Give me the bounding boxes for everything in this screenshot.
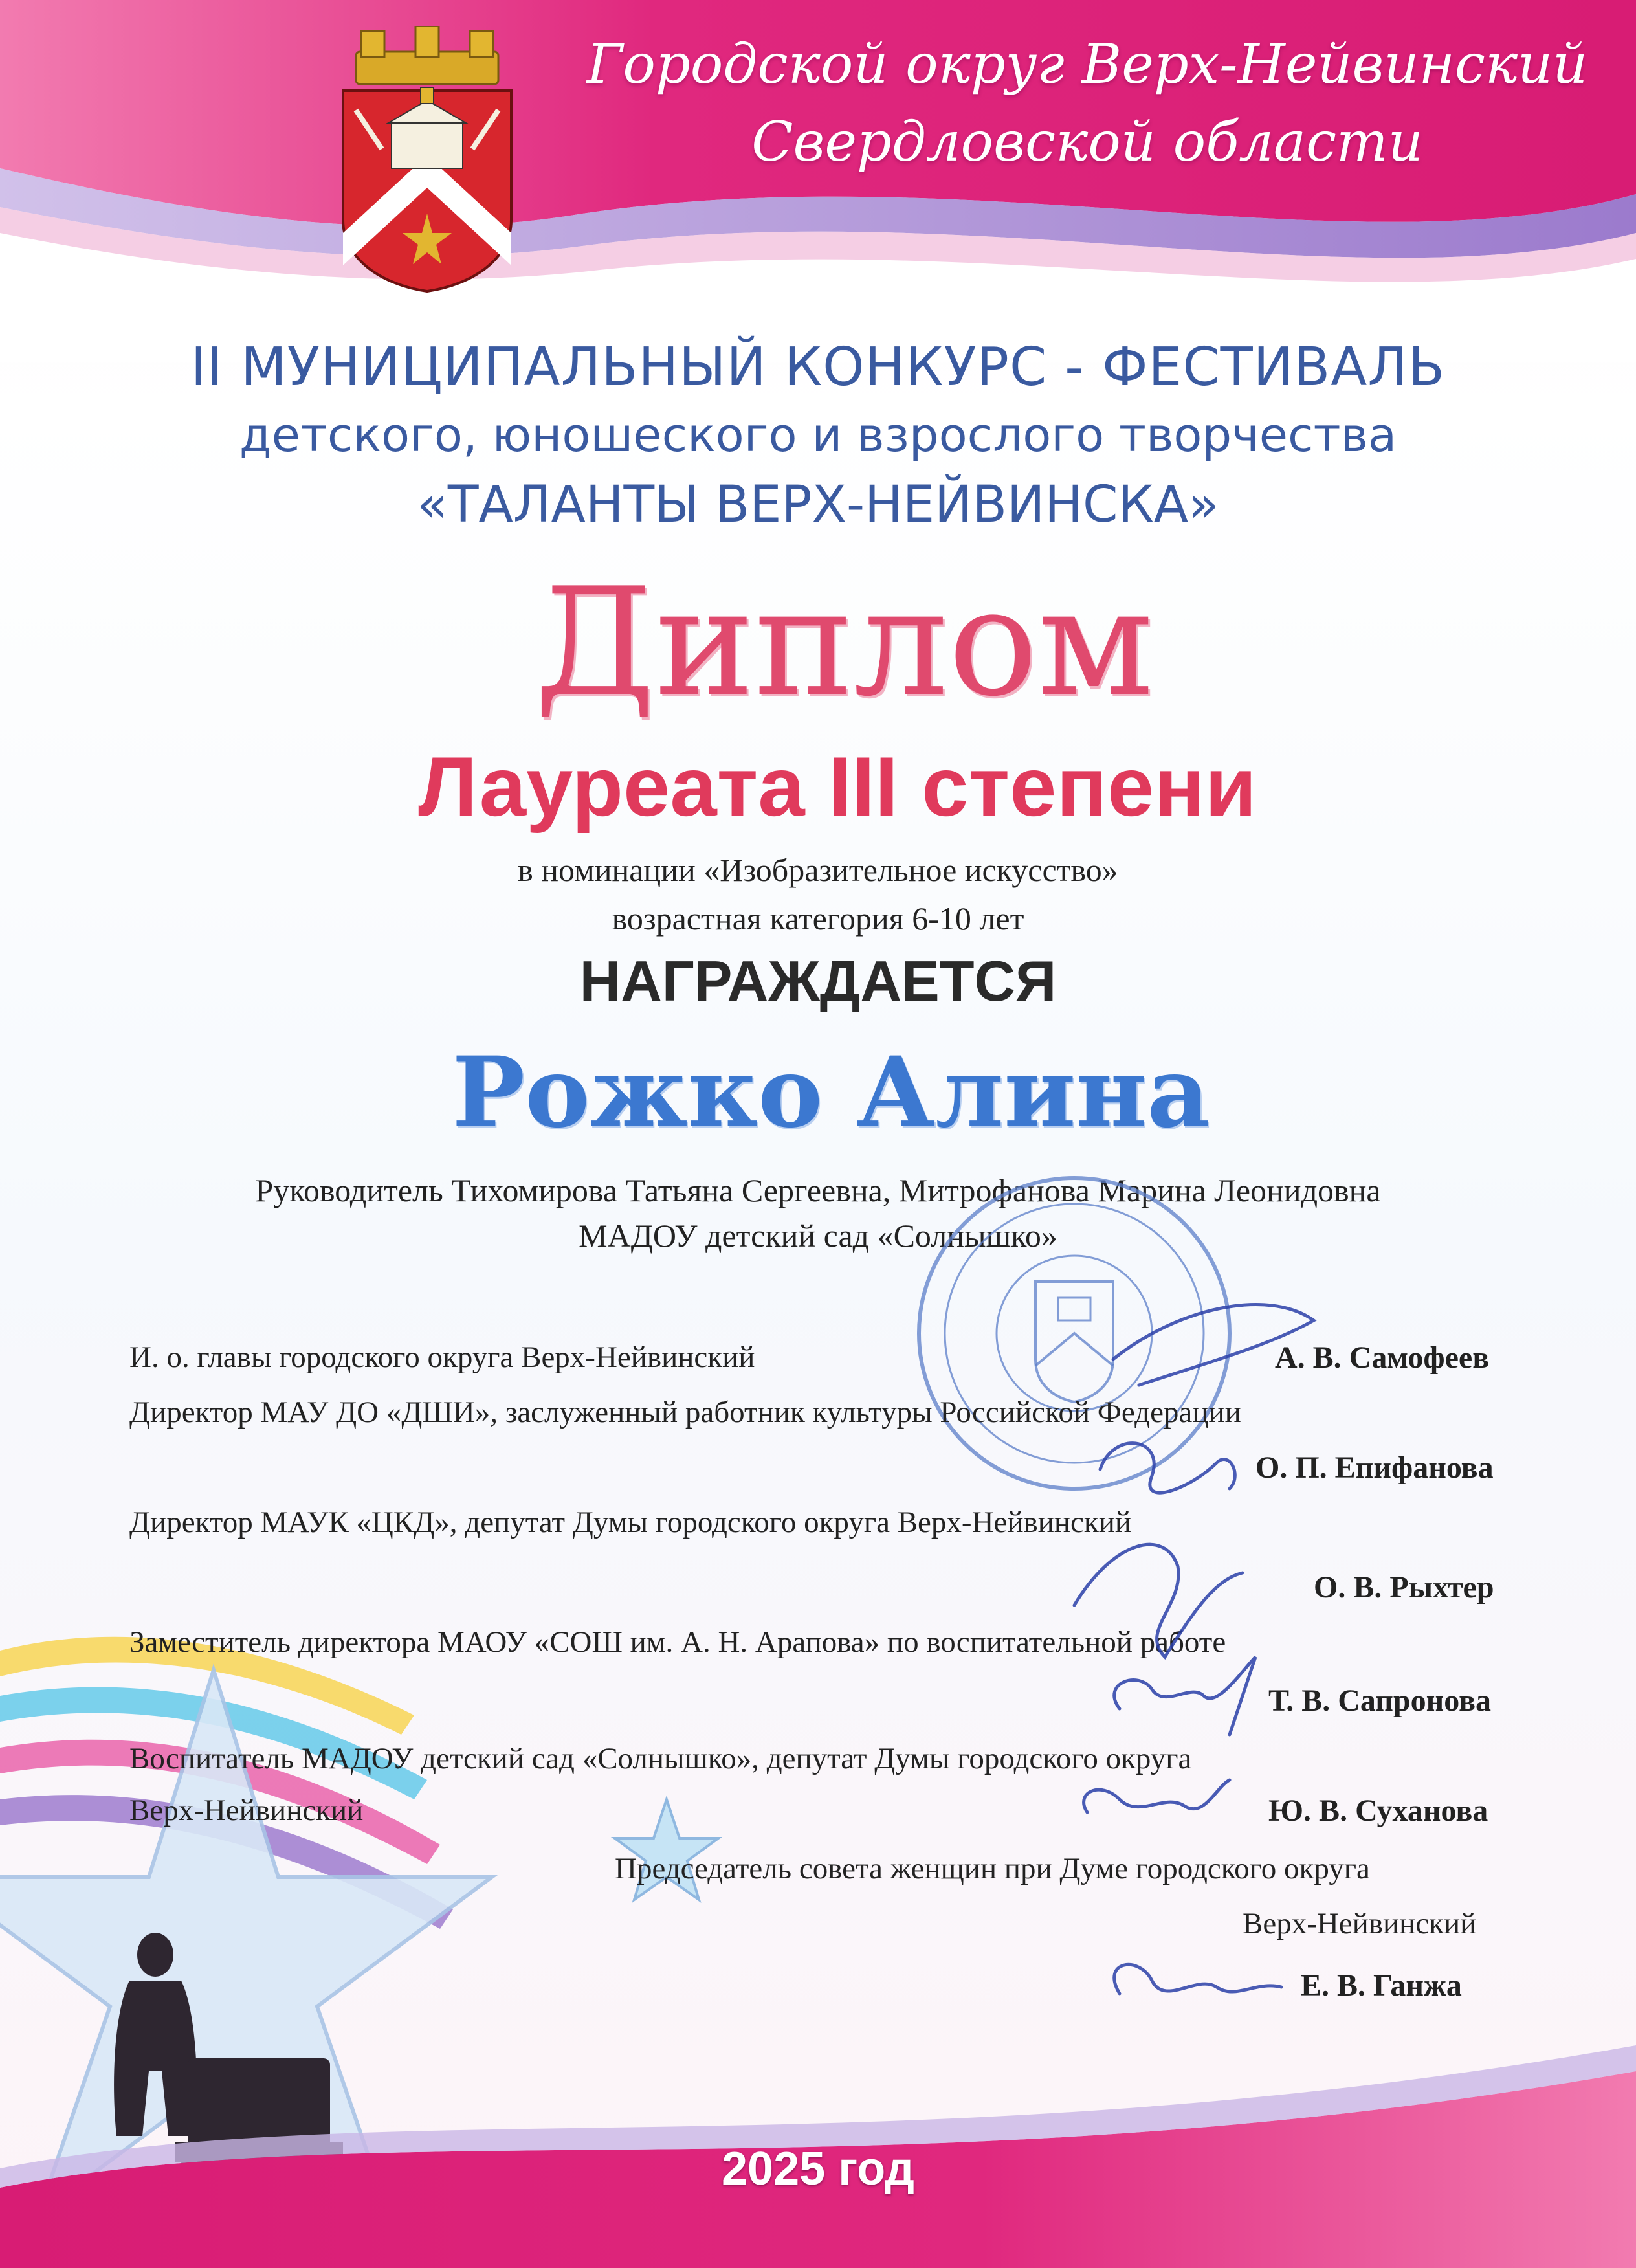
signatory-name-3: О. В. Рыхтер — [1314, 1570, 1494, 1605]
region-title-line1: Городской округ Верх-Нейвинский — [586, 32, 1588, 96]
nomination: в номинации «Изобразительное искусство» — [518, 852, 1118, 888]
signatory-position-3: Директор МАУК «ЦКД», депутат Думы городского округа Верх-Нейвинский — [129, 1506, 1132, 1539]
signatory-position-2: Директор МАУ ДО «ДШИ», заслуженный работник культуры Российской Федерации — [129, 1395, 1241, 1429]
contest-subtitle: детского, юношеского и взрослого творчества — [239, 408, 1397, 462]
signatory-name-5: Ю. В. Суханова — [1268, 1794, 1488, 1828]
signatory-position-1: И. о. главы городского округа Верх-Нейвинский — [129, 1340, 755, 1374]
institution: МАДОУ детский сад «Солнышко» — [579, 1217, 1057, 1254]
coat-of-arms-icon — [330, 26, 524, 298]
age-category: возрастная категория 6-10 лет — [612, 900, 1024, 937]
festival-name: «ТАЛАНТЫ ВЕРХ-НЕЙВИНСКА» — [417, 476, 1219, 534]
signatory-name-4: Т. В. Сапронова — [1268, 1684, 1491, 1718]
leaders: Руководитель Тихомирова Татьяна Сергеевна, Митрофанова Марина Леонидовна — [255, 1172, 1381, 1208]
diploma-title: Диплом — [534, 557, 1154, 729]
signatory-position-5-line1: Воспитатель МАДОУ детский сад «Солнышко», депутат Думы городского округа — [129, 1742, 1192, 1775]
year-label: 2025 год — [722, 2143, 914, 2195]
signatory-name-2: О. П. Епифанова — [1255, 1451, 1494, 1485]
awarded-label: НАГРАЖДАЕТСЯ — [579, 949, 1057, 1013]
signatory-position-6-line1: Председатель совета женщин при Думе городского округа — [615, 1852, 1370, 1885]
signatory-position-6-line2: Верх-Нейвинский — [1243, 1907, 1477, 1940]
laureate-degree: Лауреата III степени — [418, 739, 1257, 834]
region-title-line2: Свердловской области — [751, 110, 1423, 173]
official-stamp-icon — [906, 1165, 1243, 1502]
signatory-position-4: Заместитель директора МАОУ «СОШ им. А. Н. Арапова» по воспитательной работе — [129, 1625, 1226, 1659]
contest-title: II МУНИЦИПАЛЬНЫЙ КОНКУРС - ФЕСТИВАЛЬ — [190, 337, 1446, 398]
signatory-name-6: Е. В. Ганжа — [1301, 1968, 1462, 2003]
signatory-name-1: А. В. Самофеев — [1275, 1340, 1490, 1375]
recipient-name: Рожко Алина — [452, 1036, 1210, 1150]
signatory-position-5-line2: Верх-Нейвинский — [129, 1794, 364, 1827]
